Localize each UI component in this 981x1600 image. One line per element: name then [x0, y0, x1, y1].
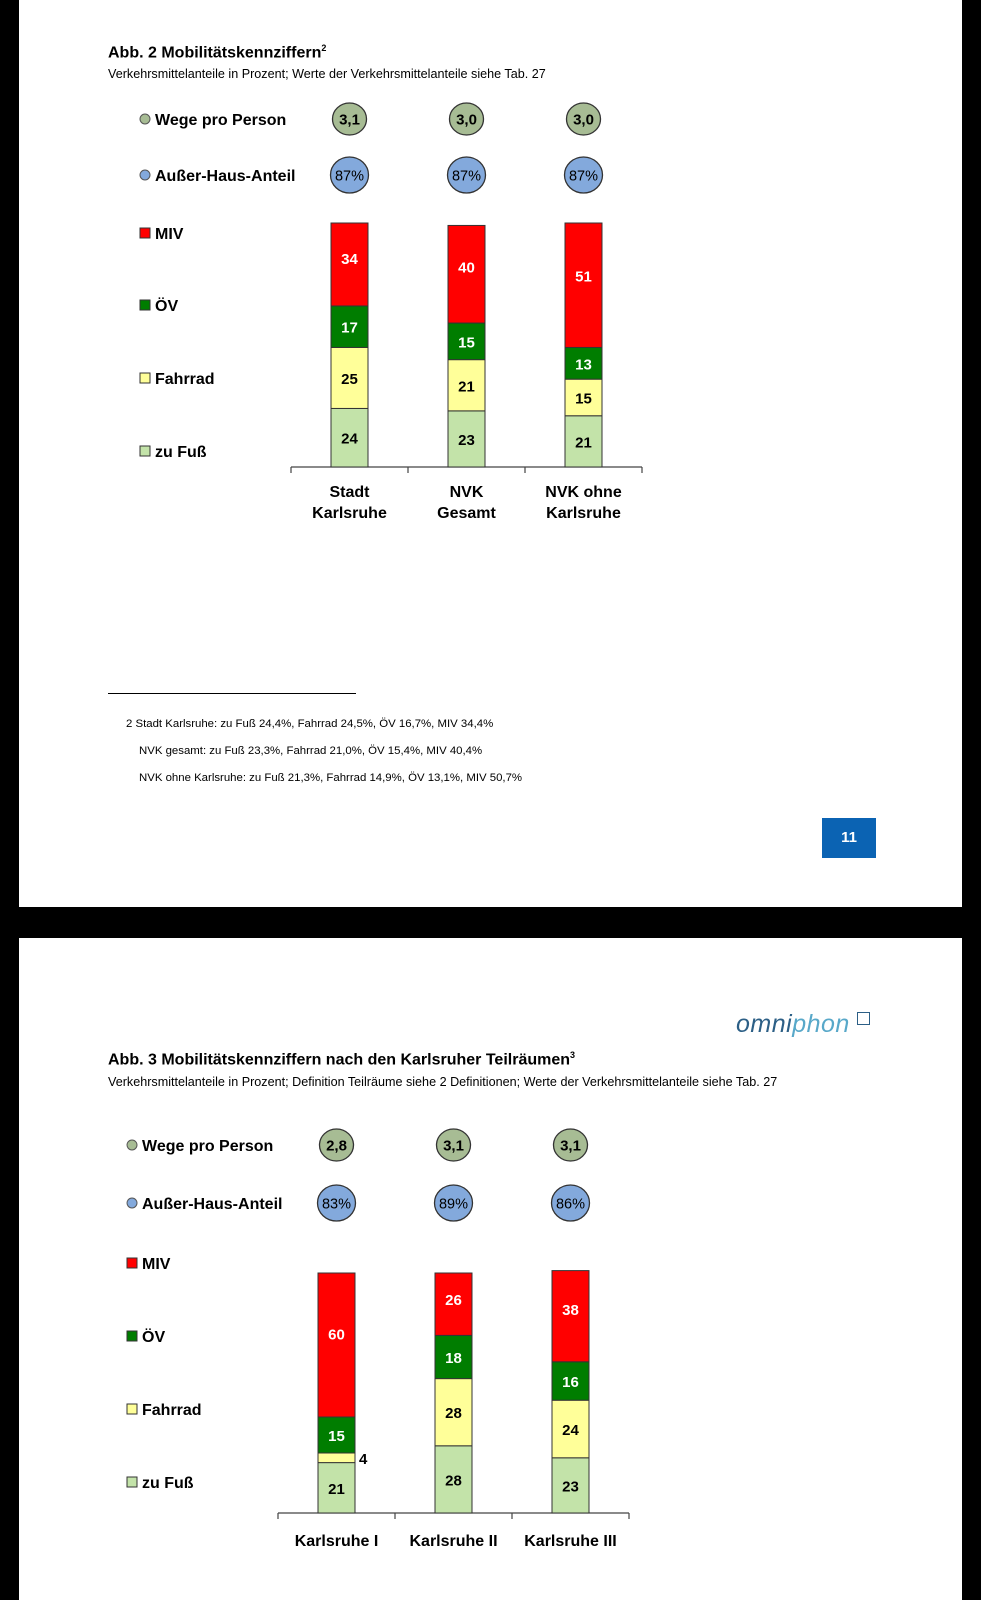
report-page-11 [19, 0, 962, 907]
data-label-zu-fuss: 28 [445, 1472, 462, 1490]
omniphon-logo: omniphon [736, 1010, 850, 1038]
legend-zu-fuss-label: zu Fuß [142, 1475, 194, 1492]
category-label: NVK ohne [545, 484, 622, 501]
data-label-zu-fuss: 23 [458, 431, 475, 449]
data-label-miv: 38 [562, 1301, 579, 1319]
outside-home-share-value: 87% [451, 168, 482, 185]
figure-2-title: Abb. 2 Mobilitätskennziffern$^2$ [108, 43, 327, 62]
data-label-miv: 40 [458, 259, 475, 277]
legend-zu-fuss-swatch [140, 446, 150, 456]
footnote-divider [108, 693, 356, 694]
trips-per-person-value: 3,0 [573, 111, 594, 129]
data-label-fahrrad: 24 [562, 1422, 579, 1439]
outside-home-share-value: 87% [334, 168, 365, 185]
category-label: Stadt [329, 484, 370, 501]
outside-home-share-value: 83% [321, 1196, 352, 1213]
bar-segment-fahrrad [318, 1453, 355, 1463]
data-label-zu-fuss: 21 [328, 1480, 345, 1498]
data-label-zu-fuss: 23 [562, 1478, 579, 1496]
category-label: NVK [449, 484, 484, 501]
figure-3-title: Abb. 3 Mobilitätskennziffern nach den Karlsruher Teilräumen$^3$ [108, 1050, 576, 1069]
trips-per-person-value: 3,1 [560, 1137, 581, 1155]
trips-per-person-value: 3,1 [443, 1137, 464, 1155]
legend-trips-label: Wege pro Person [142, 1138, 274, 1155]
data-label-oev: 13 [575, 356, 592, 374]
outside-home-share-value: 89% [438, 1196, 469, 1213]
data-label-oev: 16 [562, 1374, 579, 1391]
legend-oev-label: ÖV [142, 1329, 166, 1346]
figure-2-chart [19, 0, 962, 600]
category-label: Karlsruhe II [409, 1533, 498, 1550]
report-page-12 [19, 938, 962, 1600]
legend-miv-swatch [127, 1258, 137, 1268]
data-label-miv: 26 [445, 1292, 462, 1310]
legend-fahrrad-swatch [140, 373, 150, 383]
legend-miv-label: MIV [142, 1256, 171, 1273]
data-label-miv: 60 [328, 1326, 345, 1344]
legend-outside-marker [127, 1198, 137, 1208]
category-label: Karlsruhe I [294, 1533, 379, 1550]
legend-outside-label: Außer-Haus-Anteil [142, 1196, 283, 1213]
data-label-zu-fuss: 24 [341, 430, 358, 448]
data-label-fahrrad: 25 [341, 370, 358, 388]
data-label-oev: 15 [328, 1428, 345, 1445]
data-label-miv: 34 [341, 250, 358, 268]
legend-trips-label: Wege pro Person [155, 112, 287, 129]
legend-outside-marker [140, 170, 150, 180]
data-label-oev: 17 [341, 319, 358, 337]
legend-zu-fuss-label: zu Fuß [155, 444, 207, 461]
page-number-badge: 11 [822, 818, 876, 858]
data-label-zu-fuss: 21 [575, 434, 592, 452]
data-label-oev: 18 [445, 1350, 462, 1367]
category-label: Gesamt [437, 505, 496, 522]
footnote-line-1: 2 Stadt Karlsruhe: zu Fuß 24,4%, Fahrrad 24,5%, ÖV 16,7%, MIV 34,4% [126, 718, 494, 730]
legend-oev-label: ÖV [155, 298, 179, 315]
legend-oev-swatch [127, 1331, 137, 1341]
outside-home-share-value: 87% [568, 168, 599, 185]
trips-per-person-value: 3,1 [339, 111, 360, 129]
data-label-fahrrad: 28 [445, 1405, 462, 1423]
footnote-line-3: NVK ohne Karlsruhe: zu Fuß 21,3%, Fahrrad 14,9%, ÖV 13,1%, MIV 50,7% [139, 772, 523, 784]
legend-miv-swatch [140, 228, 150, 238]
bar-segment-miv [318, 1273, 355, 1417]
legend-fahrrad-label: Fahrrad [155, 371, 215, 388]
data-label-oev: 15 [458, 334, 475, 352]
figure-3-subtitle: Verkehrsmittelanteile in Prozent; Definition Teilräume siehe 2 Definitionen; Werte der Verkehrsmittelanteile siehe Tab. 27 [108, 1075, 778, 1089]
data-label-fahrrad: 4 [359, 1450, 368, 1468]
legend-miv-label: MIV [155, 226, 184, 243]
data-label-fahrrad: 15 [575, 390, 592, 408]
legend-trips-marker [140, 114, 150, 124]
legend-oev-swatch [140, 300, 150, 310]
trips-per-person-value: 3,0 [456, 111, 477, 129]
legend-zu-fuss-swatch [127, 1477, 137, 1487]
legend-trips-marker [127, 1140, 137, 1150]
category-label: Karlsruhe III [524, 1533, 617, 1550]
trips-per-person-value: 2,8 [326, 1137, 347, 1155]
legend-fahrrad-label: Fahrrad [142, 1402, 202, 1419]
legend-fahrrad-swatch [127, 1404, 137, 1414]
outside-home-share-value: 86% [555, 1196, 586, 1213]
legend-outside-label: Außer-Haus-Anteil [155, 168, 296, 185]
data-label-fahrrad: 21 [458, 378, 475, 396]
figure-2-subtitle: Verkehrsmittelanteile in Prozent; Werte der Verkehrsmittelanteile siehe Tab. 27 [108, 67, 546, 81]
figure-3-chart [19, 938, 962, 1600]
footnote-line-2: NVK gesamt: zu Fuß 23,3%, Fahrrad 21,0%, ÖV 15,4%, MIV 40,4% [139, 745, 483, 757]
data-label-miv: 51 [575, 268, 592, 286]
category-label: Karlsruhe [546, 505, 621, 522]
category-label: Karlsruhe [312, 505, 387, 522]
